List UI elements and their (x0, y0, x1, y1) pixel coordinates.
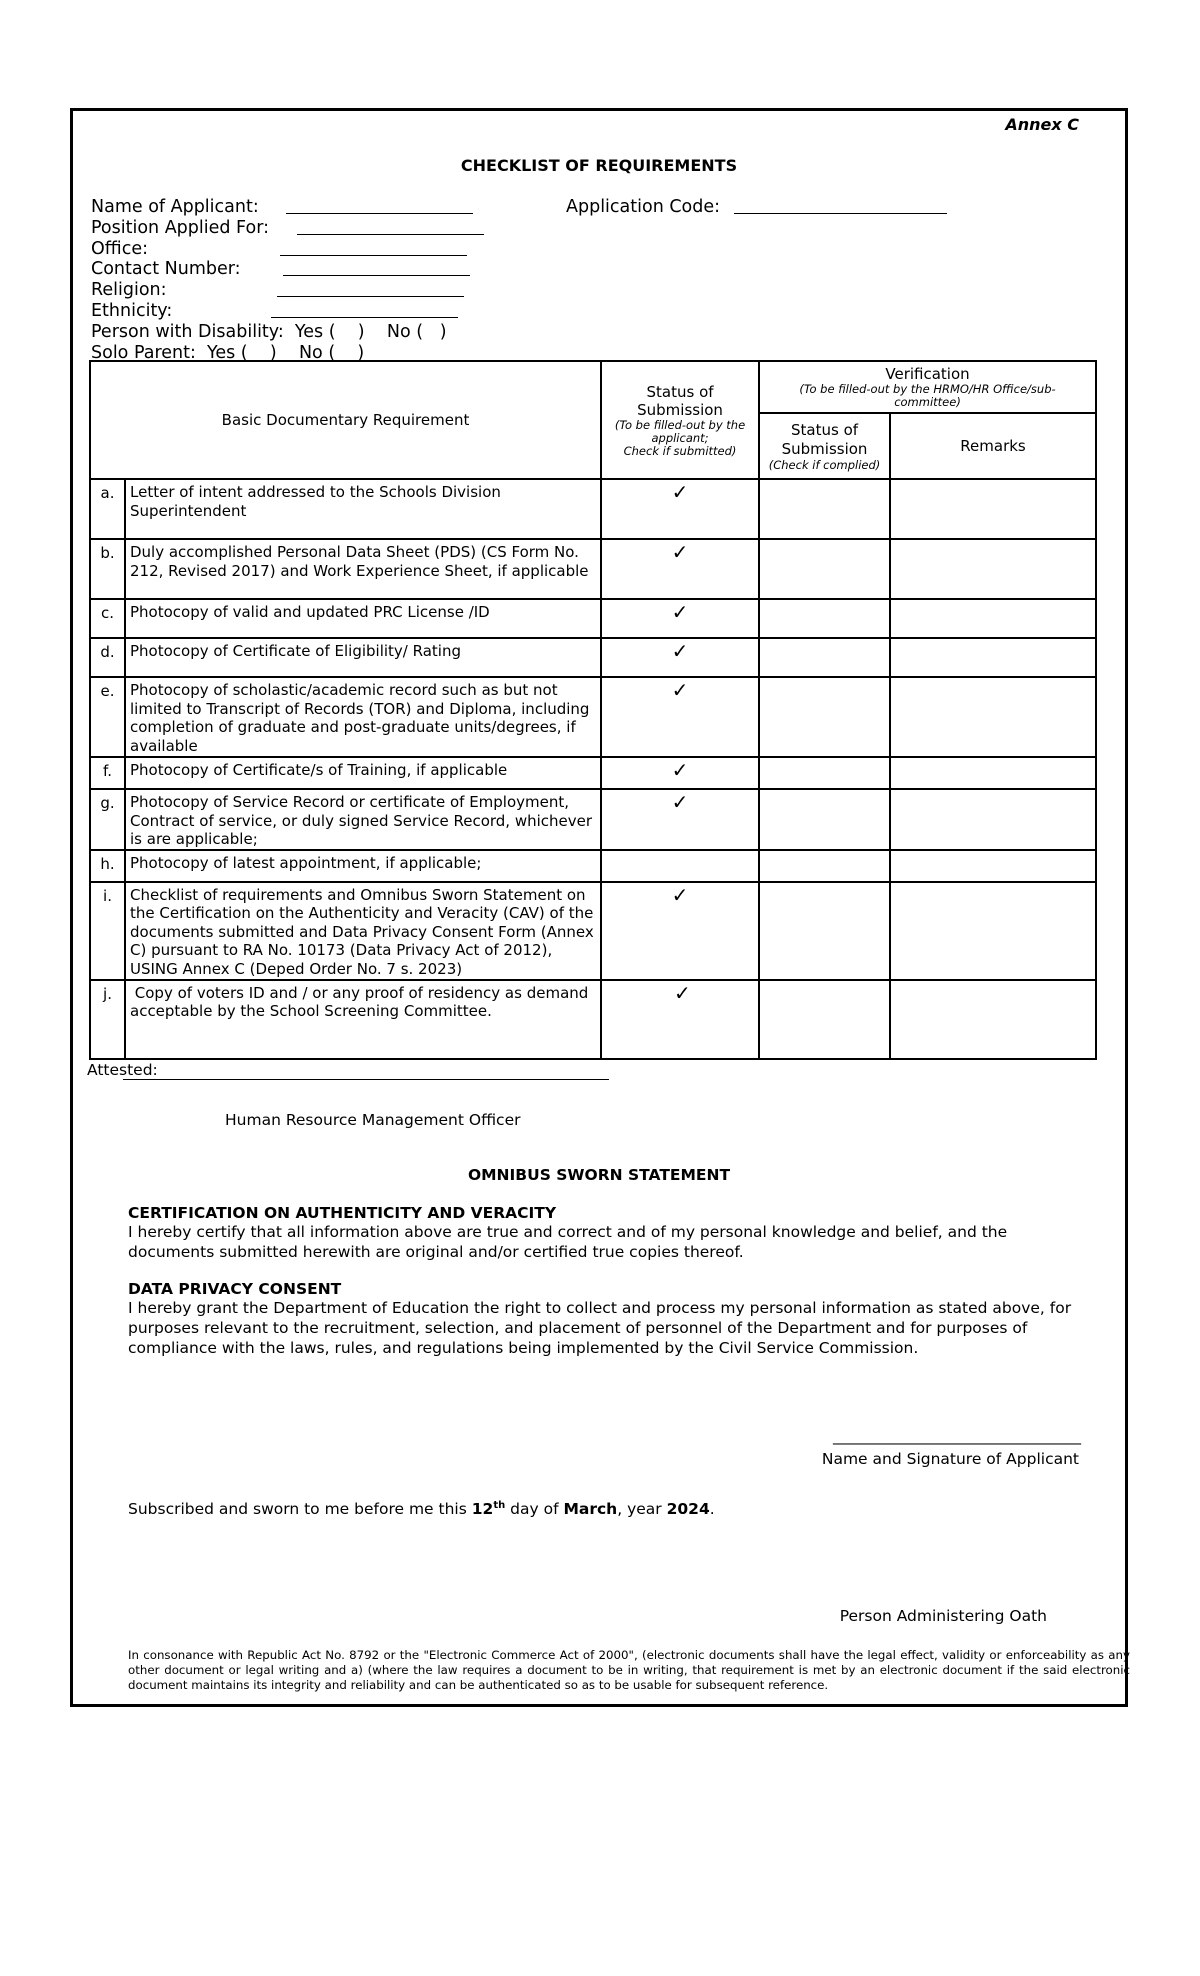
header-status-note1: (To be filled-out by the applicant; (614, 417, 746, 445)
header-remarks (890, 413, 1096, 479)
row-status-check[interactable] (601, 850, 759, 882)
religion-field[interactable] (277, 296, 464, 297)
row-remarks[interactable] (890, 882, 1096, 980)
table-row (90, 677, 1096, 757)
header-status (601, 361, 759, 479)
row-status-check[interactable]: ✓ (601, 789, 759, 850)
hrmo-label: Human Resource Management Officer (225, 1111, 521, 1129)
office-field[interactable] (280, 255, 467, 256)
row-ver-status[interactable] (759, 677, 890, 757)
row-status-check[interactable]: ✓ (601, 638, 759, 677)
requirements-table (89, 360, 1097, 1060)
row-requirement: Photocopy of Service Record or certificate of Employment, Contract of service, or duly signed Service Record, whichever is are applicable; (125, 789, 601, 850)
row-letter: h. (90, 850, 125, 882)
row-letter: b. (90, 539, 125, 599)
row-letter: j. (90, 980, 125, 1059)
header-verification-note: (To be filled-out by the HRMO/HR Office/sub-committee) (799, 381, 1056, 409)
table-row (90, 850, 1096, 882)
row-requirement: Photocopy of latest appointment, if applicable; (125, 850, 601, 882)
header-verification-title: Verification (885, 364, 970, 383)
attested-signature-line[interactable] (123, 1079, 609, 1080)
ethnicity-label: Ethnicity: (91, 301, 173, 321)
sworn-day: 12 (471, 1500, 494, 1519)
row-remarks[interactable] (890, 638, 1096, 677)
row-remarks[interactable] (890, 850, 1096, 882)
row-ver-status[interactable] (759, 789, 890, 850)
header-ver-status (759, 413, 890, 479)
row-requirement: Photocopy of valid and updated PRC License /ID (125, 599, 601, 638)
table-row (90, 789, 1096, 850)
cert-text: I hereby certify that all information above are true and correct and of my personal knowledge and belief, and the documents submitted herewith are original and/or certified true copies thereof. (128, 1223, 1008, 1261)
row-remarks[interactable] (890, 757, 1096, 789)
row-requirement: Letter of intent addressed to the Schools Division Superintendent (125, 479, 601, 539)
row-remarks[interactable] (890, 789, 1096, 850)
name-label: Name of Applicant: (91, 197, 259, 217)
header-ver-status-note: (Check if complied) (768, 457, 881, 472)
row-ver-status[interactable] (759, 638, 890, 677)
contact-label: Contact Number: (91, 259, 241, 279)
position-field[interactable] (297, 234, 484, 235)
attested-label: Attested: (87, 1061, 158, 1079)
row-status-check[interactable]: ✓ (601, 677, 759, 757)
signature-line[interactable]: ________________________________ (833, 1427, 1081, 1445)
table-row (90, 757, 1096, 789)
row-letter: d. (90, 638, 125, 677)
ethnicity-field[interactable] (271, 317, 458, 318)
privacy-title: DATA PRIVACY CONSENT (128, 1280, 342, 1298)
table-row (90, 638, 1096, 677)
row-letter: f. (90, 757, 125, 789)
religion-label: Religion: (91, 280, 167, 300)
row-ver-status[interactable] (759, 882, 890, 980)
header-status-note2: Check if submitted) (623, 443, 737, 458)
header-remarks-text: Remarks (960, 437, 1026, 455)
position-label: Position Applied For: (91, 218, 269, 238)
row-ver-status[interactable] (759, 980, 890, 1059)
row-requirement: Photocopy of Certificate of Eligibility/ Rating (125, 638, 601, 677)
sworn-mid: day of (505, 1500, 564, 1519)
sworn-year-prefix: , year (617, 1500, 667, 1519)
table-row (90, 882, 1096, 980)
row-remarks[interactable] (890, 677, 1096, 757)
row-status-check[interactable]: ✓ (601, 882, 759, 980)
sworn-end: . (709, 1500, 715, 1519)
header-verification (759, 361, 1096, 413)
table-row (90, 980, 1096, 1059)
row-status-check[interactable]: ✓ (601, 479, 759, 539)
row-requirement: Checklist of requirements and Omnibus Sworn Statement on the Certification on the Authenticity and Veracity (CAV) of the documents submitted and Data Privacy Consent Form (Annex C) pursuant to RA No. 10173 (Data Privacy Act of 2012), USING Annex C (Deped Order No. 7 s. 2023) (125, 882, 601, 980)
row-requirement: Copy of voters ID and / or any proof of residency as demand acceptable by the School Screening Committee. (125, 980, 601, 1059)
app-code-label: Application Code: (566, 197, 721, 217)
row-remarks[interactable] (890, 479, 1096, 539)
header-status-title: Status of Submission (637, 382, 723, 419)
header-ver-status-title: Status of Submission (781, 420, 868, 458)
row-remarks[interactable] (890, 539, 1096, 599)
name-field[interactable] (286, 213, 473, 214)
row-letter: c. (90, 599, 125, 638)
row-ver-status[interactable] (759, 850, 890, 882)
privacy-text: I hereby grant the Department of Education the right to collect and process my personal information as stated above, for purposes relevant to the recruitment, selection, and placement of personnel of the Department and for purposes of compliance with the laws, rules, and regulations being implemented by the Civil Service Commission. (128, 1299, 1072, 1357)
row-status-check[interactable]: ✓ (601, 539, 759, 599)
footnote: In consonance with Republic Act No. 8792 or the "Electronic Commerce Act of 2000", (electronic documents shall have the legal effect, validity or enforceability as any other document or legal writing and a) (where the law requires a document to be in writing, that requirement is met by an electronic document if the said electronic document maintains its integrity and reliability and can be authenticated so as to be usable for subsequent reference. (128, 1648, 1130, 1692)
table-row (90, 599, 1096, 638)
annex-label: Annex C (1005, 115, 1079, 134)
pwd-label[interactable]: Person with Disability: Yes ( ) No ( ) (91, 322, 447, 342)
row-status-check[interactable]: ✓ (601, 980, 759, 1059)
row-letter: a. (90, 479, 125, 539)
sworn-prefix: Subscribed and sworn to me before me this (128, 1500, 472, 1519)
sworn-statement (128, 1496, 715, 1519)
row-letter: i. (90, 882, 125, 980)
row-remarks[interactable] (890, 599, 1096, 638)
header-requirement (90, 361, 601, 479)
row-letter: e. (90, 677, 125, 757)
row-letter: g. (90, 789, 125, 850)
sworn-day-suffix: th (493, 1500, 506, 1511)
oath-label: Person Administering Oath (839, 1607, 1047, 1625)
table-row (90, 479, 1096, 539)
cert-title: CERTIFICATION ON AUTHENTICITY AND VERACITY (128, 1204, 557, 1222)
solo-parent-label[interactable]: Solo Parent: Yes ( ) No ( ) (91, 343, 365, 363)
sworn-year: 2024 (666, 1500, 710, 1519)
omnibus-title: OMNIBUS SWORN STATEMENT (467, 1166, 731, 1184)
sworn-month: March (563, 1500, 618, 1519)
header-requirement-text: Basic Documentary Requirement (221, 411, 470, 429)
row-requirement: Duly accomplished Personal Data Sheet (PDS) (CS Form No. 212, Revised 2017) and Work Experience Sheet, if applicable (125, 539, 601, 599)
row-ver-status[interactable] (759, 539, 890, 599)
row-status-check[interactable]: ✓ (601, 757, 759, 789)
table-row (90, 539, 1096, 599)
form-frame (70, 108, 1128, 1707)
signature-label: Name and Signature of Applicant (821, 1450, 1079, 1468)
row-ver-status[interactable] (759, 757, 890, 789)
office-label: Office: (91, 239, 148, 259)
contact-field[interactable] (283, 275, 470, 276)
row-requirement: Photocopy of scholastic/academic record such as but not limited to Transcript of Records (TOR) and Diploma, including completion of graduate and post-graduate units/degrees, if available (125, 677, 601, 757)
row-status-check[interactable]: ✓ (601, 599, 759, 638)
row-ver-status[interactable] (759, 479, 890, 539)
row-requirement: Photocopy of Certificate/s of Training, if applicable (125, 757, 601, 789)
row-remarks[interactable] (890, 980, 1096, 1059)
row-ver-status[interactable] (759, 599, 890, 638)
app-code-field[interactable] (734, 213, 947, 214)
page-title: CHECKLIST OF REQUIREMENTS (460, 156, 738, 175)
